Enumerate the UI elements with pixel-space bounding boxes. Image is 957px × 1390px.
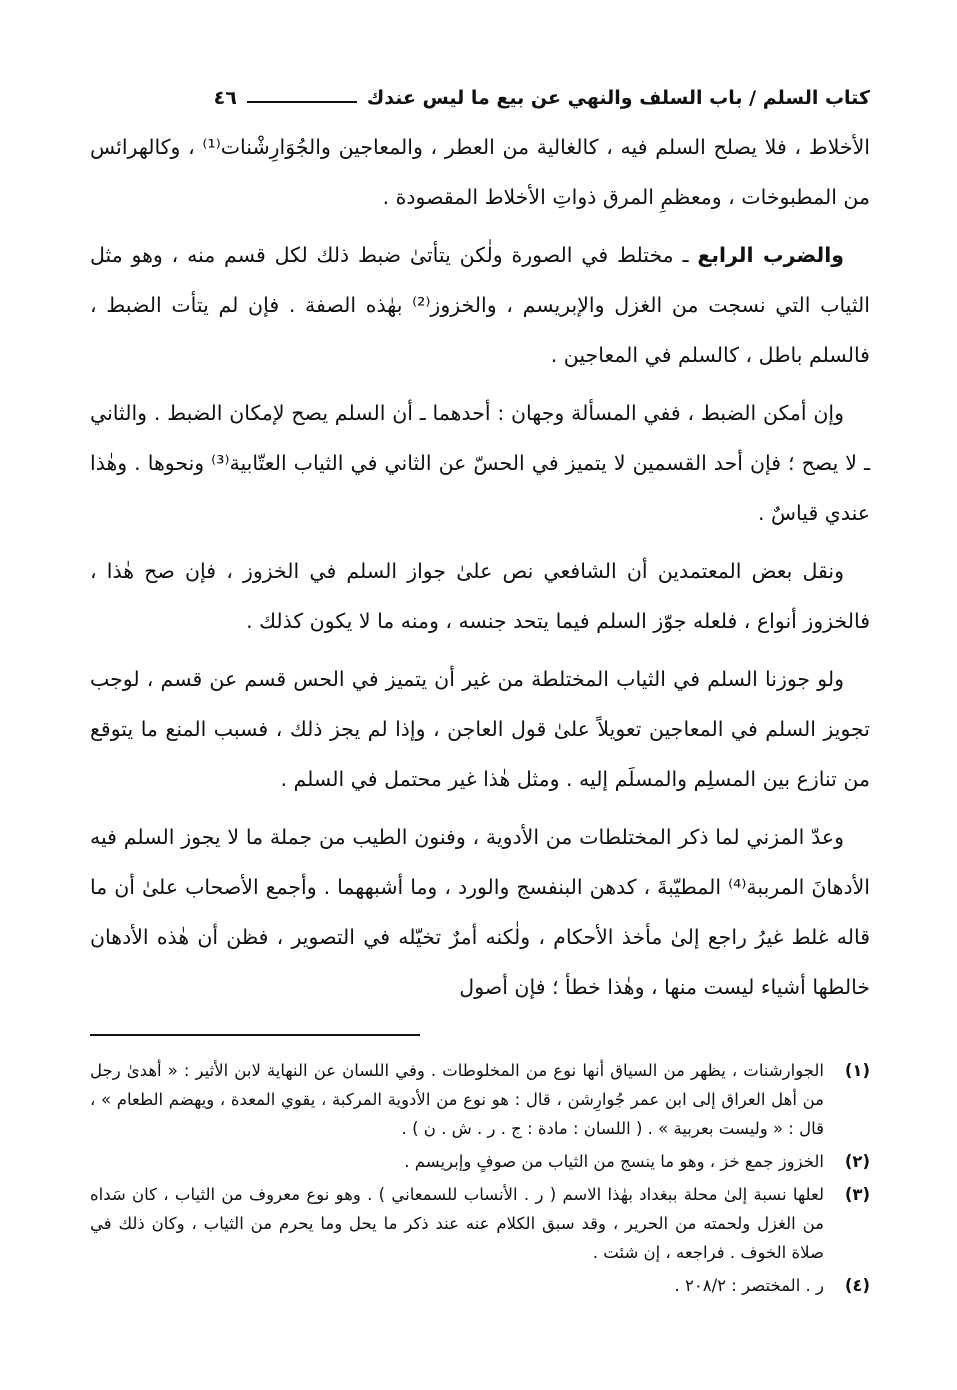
footnote-rule: [90, 1034, 420, 1036]
footnote: [90, 1056, 870, 1143]
footnote-text: ر . المختصر : ٢٠٨/٢ .: [674, 1276, 824, 1295]
paragraph: [90, 812, 870, 1012]
paragraph-text: وإن أمكن الضبط ، ففي المسألة وجهان : أحدهما ـ أن السلم يصح لإمكان الضبط . والثاني ـ لا يصح ؛ فإن أحد القسمين لا يتميز في الحسّ عن الثاني في الثياب العتّابية⁽³⁾ ونحوها . وهٰذا عندي قياسٌ .: [90, 401, 870, 525]
paragraph-text: ولو جوزنا السلم في الثياب المختلطة من غير أن يتميز في الحس قسم عن قسم ، لوجب تجويز السلم في المعاجين تعويلاً علىٰ قول العاجن ، وإذا لم يجز ذلك ، فسبب المنع ما يتوقع من تنازع بين المسلِم والمسلَم إليه . ومثل هٰذا غير محتمل في السلم .: [90, 667, 870, 791]
paragraph: [90, 122, 870, 222]
footnote-number: (٣): [844, 1185, 870, 1204]
running-header: [90, 78, 870, 118]
footnote-number: (٢): [844, 1152, 870, 1171]
footnote: [90, 1147, 870, 1176]
footnote-text: الجوارشنات ، يظهر من السياق أنها نوع من المخلوطات . وفي اللسان عن النهاية لابن الأثير : « أهدىٰ رجل من أهل العراق إلى ابن عمر جُوارِشن ، قال : هو نوع من الأدوية المركبة ، يقوي المعدة ، ويهضم الطعام » ، قال : « وليست بعربية » . ( اللسان : مادة : ج . ر . ش . ن ) .: [90, 1061, 824, 1138]
running-title: كتاب السلم / باب السلف والنهي عن بيع ما ليس عندك: [366, 87, 870, 109]
paragraph-text: ونقل بعض المعتمدين أن الشافعي نص علىٰ جواز السلم في الخزوز ، فإن صح هٰذا ، فالخزوز أنواع ، فلعله جوّز السلم فيما يتحد جنسه ، ومنه ما لا يكون كذلك .: [90, 559, 870, 633]
paragraph: [90, 388, 870, 538]
paragraph: [90, 230, 870, 380]
footnote-separator: [90, 1020, 870, 1056]
footnote-text: الخزوز جمع خز ، وهو ما ينسج من الثياب من صوفٍ وإبريسم .: [404, 1152, 824, 1171]
footnote: [90, 1271, 870, 1300]
paragraph-text: وعدّ المزني لما ذكر المختلطات من الأدوية ، وفنون الطيب من جملة ما لا يجوز السلم فيه الأدهانَ المرببة⁽⁴⁾ المطيّبةَ ، كدهن البنفسج والورد ، وما أشبههما . وأجمع الأصحاب علىٰ أن ما قاله غلط غيرُ راجع إلىٰ مأخذ الأحكام ، ولٰكنه أمرٌ تخيّله في التصوير ، فظن أن هٰذه الأدهان خالطها أشياء ليست منها ، وهٰذا خطأ ؛ فإن أصول: [90, 825, 871, 999]
paragraph-lead: والضرب الرابع: [697, 243, 844, 267]
paragraph: [90, 546, 870, 646]
footnotes: [90, 1056, 870, 1300]
footnote-text: لعلها نسبة إلىٰ محلة ببغداد بهٰذا الاسم ( ر . الأنساب للسمعاني ) . وهو نوع معروف من الثياب ، كان سَداه من الغزل ولحمته من الحرير ، وقد سبق الكلام عنه عند ذكر ما يحل وما يحرم من الثياب ، وكان ذلك في صلاة الخوف . فراجعه ، إن شئت .: [90, 1185, 824, 1262]
paragraph: [90, 654, 870, 804]
paragraph-text: الأخلاط ، فلا يصلح السلم فيه ، كالغالية من العطر ، والمعاجين والجُوَارِشْنات⁽¹⁾ ، وكالهرائس من المطبوخات ، ومعظمِ المرق ذواتِ الأخلاط المقصودة .: [90, 135, 870, 209]
book-page: [90, 78, 870, 1304]
header-rule: [247, 101, 357, 103]
main-text: [90, 122, 870, 1012]
footnote-number: (٤): [844, 1276, 870, 1295]
paragraph-text: ـ مختلط في الصورة ولٰكن يتأتىٰ ضبط ذلك لكل قسم منه ، وهو مثل الثياب التي نسجت من الغزل والإبريسم ، والخزوز⁽²⁾ بهٰذه الصفة . فإن لم يتأت الضبط ، فالسلم باطل ، كالسلم في المعاجين .: [90, 243, 870, 367]
footnote-number: (١): [844, 1061, 870, 1080]
footnote: [90, 1180, 870, 1267]
page-number: ٤٦: [213, 87, 237, 109]
